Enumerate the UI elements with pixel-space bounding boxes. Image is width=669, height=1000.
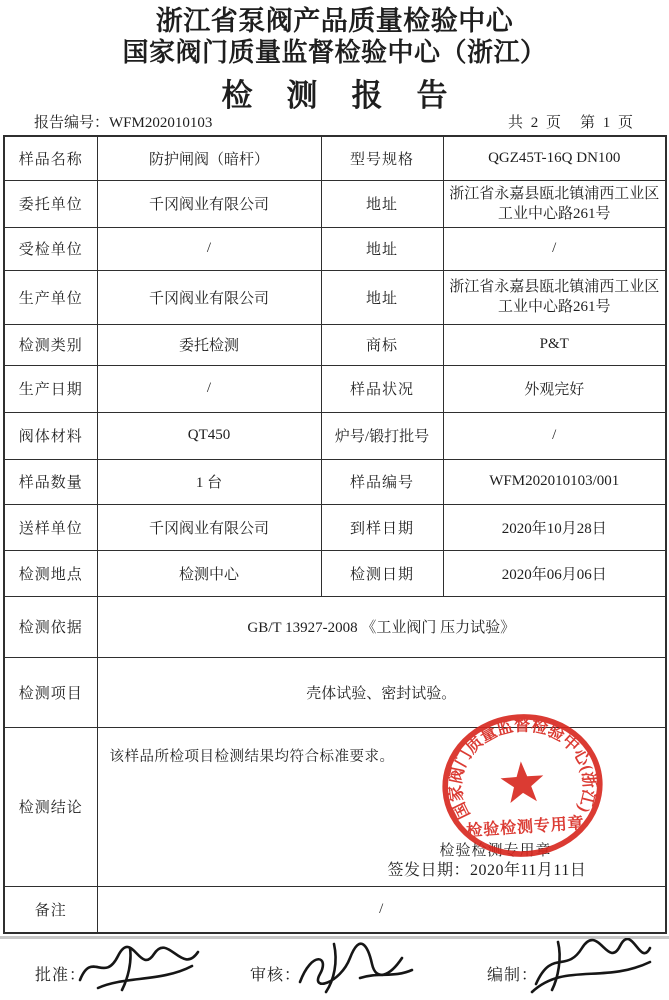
field-label: 阀体材料 [4,412,97,459]
field-label: 检测日期 [321,550,443,596]
field-label: 样品状况 [321,365,443,412]
approve-signature-icon [72,940,222,998]
field-label: 地址 [321,180,443,227]
star-icon [499,759,545,803]
field-label: 地址 [321,270,443,324]
table-row [4,459,666,504]
field-value: 千冈阀业有限公司 [97,270,321,324]
table-row [4,227,666,270]
table-row [4,324,666,365]
table-row [4,365,666,412]
table-row [4,180,666,227]
field-label: 受检单位 [4,227,97,270]
prepare-signature-icon [524,938,659,998]
field-label: 检测类别 [4,324,97,365]
stamp-caption: 检验检测专用章 [439,842,552,859]
field-value: QT450 [97,412,321,459]
field-value: 2020年10月28日 [443,504,666,550]
table-row [4,550,666,596]
report-table [3,135,667,934]
table-row [4,270,666,324]
field-label: 型号规格 [321,136,443,180]
report-number: 报告编号：WFM202010103 [34,115,213,131]
signature-footer [0,938,669,1000]
field-label: 委托单位 [4,180,97,227]
field-label: 检测结论 [4,727,97,886]
field-value: 浙江省永嘉县瓯北镇浦西工业区工业中心路261号 [443,180,666,227]
field-value: / [443,227,666,270]
field-value: 浙江省永嘉县瓯北镇浦西工业区工业中心路261号 [443,270,666,324]
field-label: 商标 [321,324,443,365]
field-value: P&T [443,324,666,365]
svg-text:国家阀门质量监督检验中心(浙江): 国家阀门质量监督检验中心(浙江) [445,715,599,822]
official-stamp-icon [436,707,609,863]
review-signature-icon [290,938,430,998]
approve-label: 批准： [35,967,87,984]
table-row-basis [4,596,666,657]
field-value: 检测中心 [97,550,321,596]
issue-date: 签发日期：2020年11月11日 [387,861,587,879]
table-row [4,504,666,550]
field-value: 千冈阀业有限公司 [97,504,321,550]
review-label: 审核： [250,967,302,984]
remark-value: / [97,886,666,933]
table-row-conclusion [4,727,666,886]
field-label: 生产单位 [4,270,97,324]
field-label: 到样日期 [321,504,443,550]
table-row [4,412,666,459]
table-row [4,136,666,180]
page-info: 共 2 页 第 1 页 [507,115,635,131]
field-value: 2020年06月06日 [443,550,666,596]
prepare-label: 编制： [487,967,539,984]
field-value: / [97,365,321,412]
report-header [0,0,669,133]
org-title-line1: 浙江省泵阀产品质量检验中心 [155,6,514,36]
field-value: 防护闸阀（暗杆） [97,136,321,180]
svg-text:检验检测专用章: 检验检测专用章 [465,814,585,840]
field-value: / [97,227,321,270]
field-label: 检测依据 [4,596,97,657]
org-title-line2: 国家阀门质量监督检验中心（浙江） [122,38,547,67]
conclusion-text: 该样品所检项目检测结果均符合标准要求。 [109,748,395,765]
field-value: 委托检测 [97,324,321,365]
field-label: 生产日期 [4,365,97,412]
field-label: 炉号/锻打批号 [321,412,443,459]
field-label: 检测项目 [4,657,97,727]
field-label: 样品编号 [321,459,443,504]
field-label: 检测地点 [4,550,97,596]
field-value: 千冈阀业有限公司 [97,180,321,227]
field-label: 送样单位 [4,504,97,550]
basis-value: GB/T 13927-2008 《工业阀门 压力试验》 [97,596,666,657]
field-value: / [443,412,666,459]
report-title: 检测报告 [221,78,482,113]
field-label: 样品数量 [4,459,97,504]
field-value: QGZ45T-16Q DN100 [443,136,666,180]
field-label: 地址 [321,227,443,270]
field-value: WFM202010103/001 [443,459,666,504]
items-value: 壳体试验、密封试验。 [97,657,666,727]
field-value: 1 台 [97,459,321,504]
field-label: 样品名称 [4,136,97,180]
field-label: 备注 [4,886,97,933]
table-row-remark [4,886,666,933]
report-meta-row [0,113,669,133]
field-value: 外观完好 [443,365,666,412]
conclusion-cell [97,715,666,886]
